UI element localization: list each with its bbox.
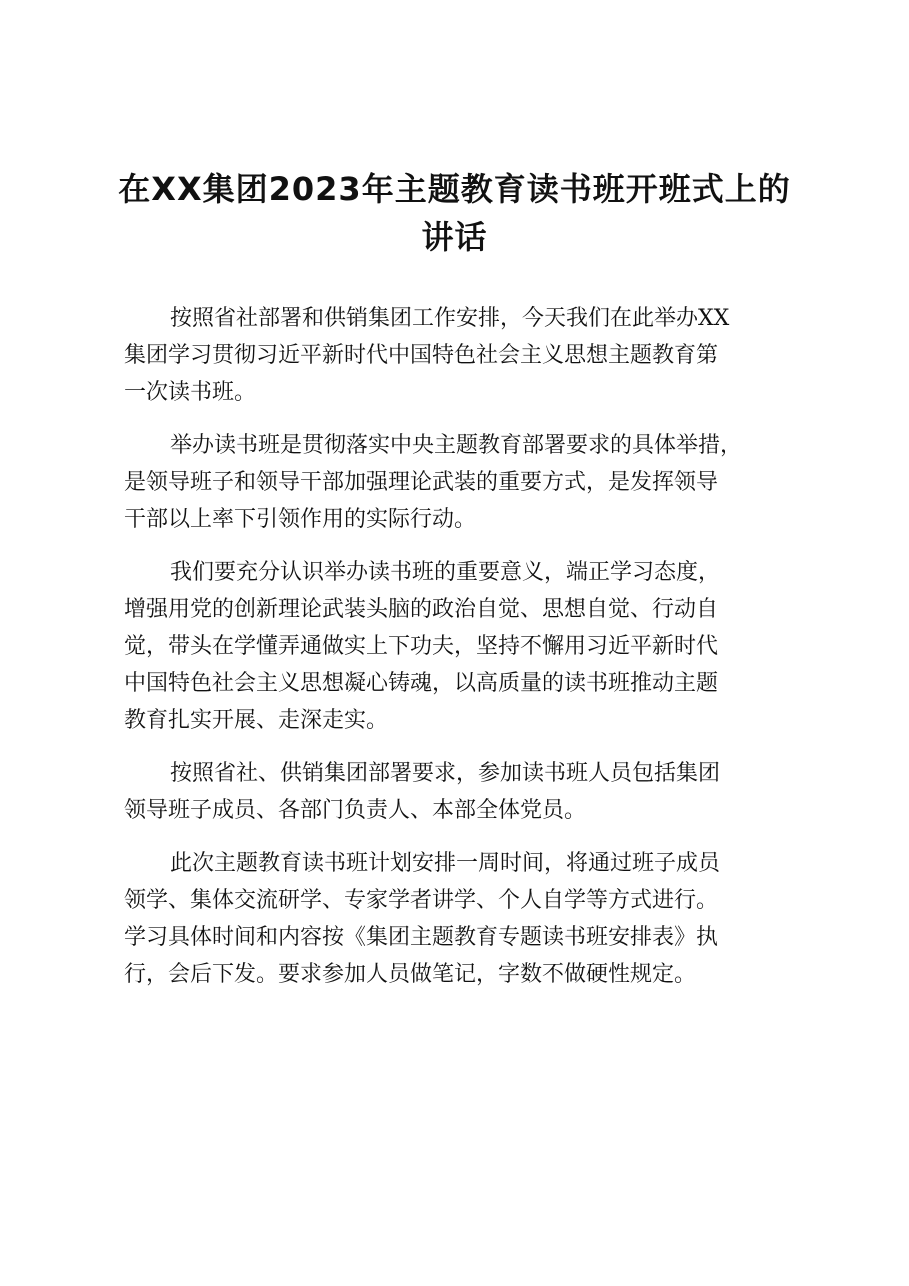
paragraph-3 xyxy=(124,554,788,739)
paragraph-line: 是领导班子和领导干部加强理论武装的重要方式，是发挥领导 xyxy=(124,470,719,495)
paragraph-line: 增强用党的创新理论武装头脑的政治自觉、思想自觉、行动自 xyxy=(124,597,719,622)
paragraph-line: 按照省社部署和供销集团工作安排，今天我们在此举办XX xyxy=(170,306,730,331)
document-body xyxy=(124,300,788,1009)
paragraph-line: 按照省社、供销集团部署要求，参加读书班人员包括集团 xyxy=(170,761,721,786)
paragraph-line: 干部以上率下引领作用的实际行动。 xyxy=(124,507,477,532)
paragraph-4 xyxy=(124,755,788,829)
paragraph-line: 我们要充分认识举办读书班的重要意义，端正学习态度， xyxy=(170,560,721,585)
paragraph-line: 学习具体时间和内容按《集团主题教育专题读书班安排表》执 xyxy=(124,925,719,950)
paragraph-line: 举办读书班是贯彻落实中央主题教育部署要求的具体举措， xyxy=(170,433,743,458)
paragraph-line: 领导班子成员、各部门负责人、本部全体党员。 xyxy=(124,798,587,823)
paragraph-line: 觉，带头在学懂弄通做实上下功夫，坚持不懈用习近平新时代 xyxy=(124,634,719,659)
paragraph-line: 行，会后下发。要求参加人员做笔记，字数不做硬性规定。 xyxy=(124,962,697,987)
paragraph-2 xyxy=(124,427,788,538)
paragraph-line: 教育扎实开展、走深走实。 xyxy=(124,708,389,733)
paragraph-line: 集团学习贯彻习近平新时代中国特色社会主义思想主题教育第 xyxy=(124,343,719,368)
paragraph-line: 领学、集体交流研学、专家学者讲学、个人自学等方式进行。 xyxy=(124,888,719,913)
paragraph-line: 中国特色社会主义思想凝心铸魂，以高质量的读书班推动主题 xyxy=(124,671,719,696)
paragraph-line: 此次主题教育读书班计划安排一周时间，将通过班子成员 xyxy=(170,851,721,876)
title-line-1: 在XX集团2023年主题教育读书班开班式上的 xyxy=(118,170,791,208)
paragraph-1 xyxy=(124,300,788,411)
document-title xyxy=(100,165,809,261)
paragraph-5 xyxy=(124,845,788,993)
title-line-2: 讲话 xyxy=(421,218,488,256)
paragraph-line: 一次读书班。 xyxy=(124,380,257,405)
